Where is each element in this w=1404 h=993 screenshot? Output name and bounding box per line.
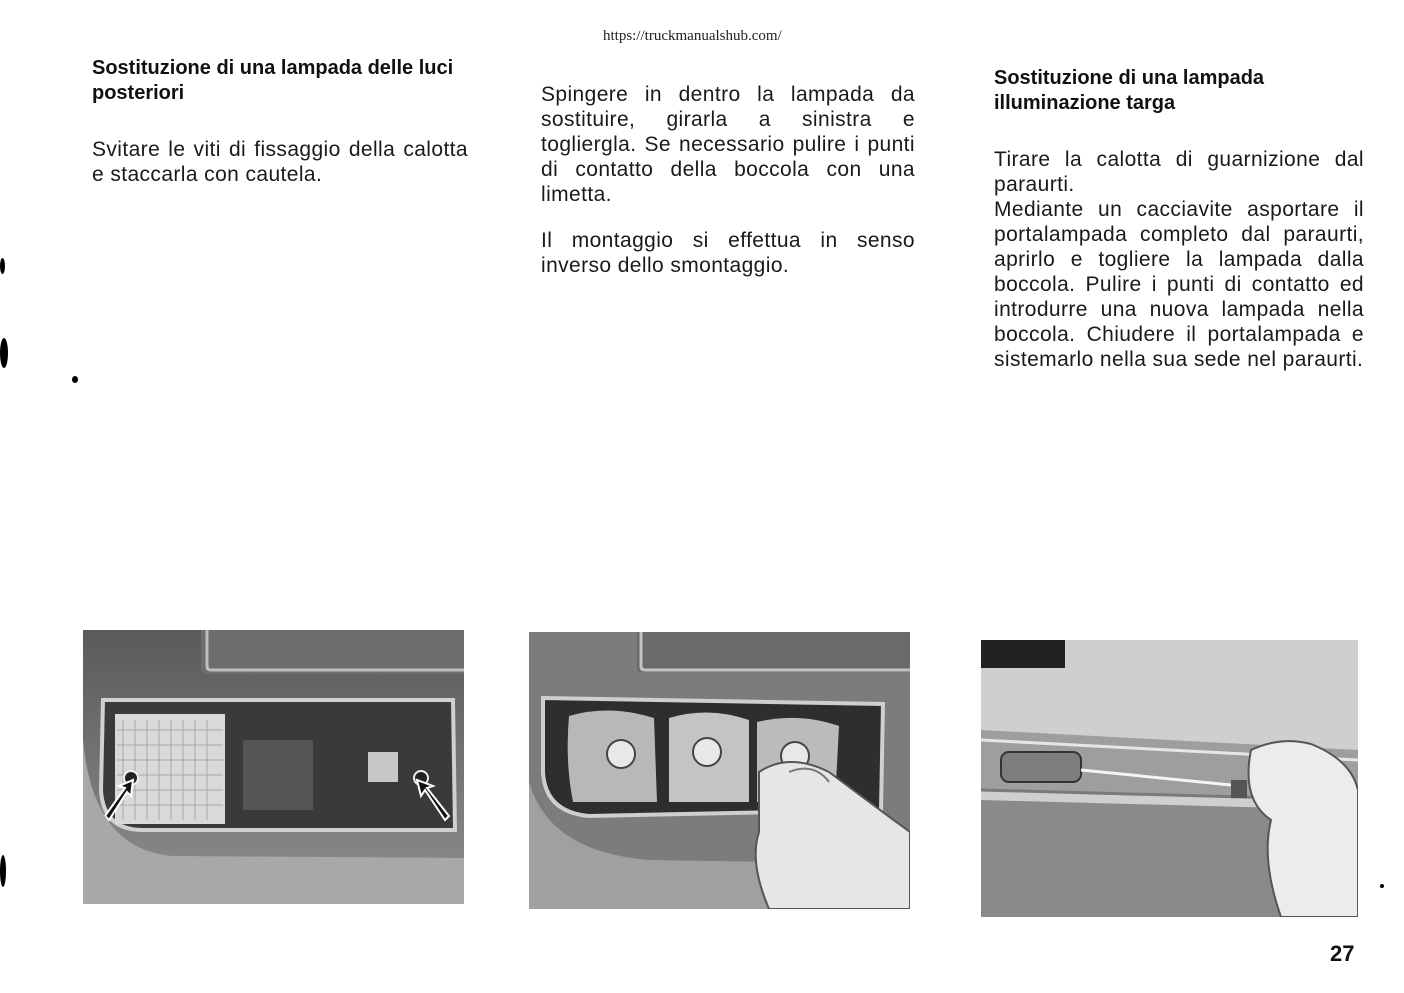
plate-light-text	[994, 147, 1364, 372]
source-url: https://truckmanualshub.com/	[603, 28, 782, 44]
page-number: 27	[1330, 941, 1355, 966]
scan-speck	[0, 855, 6, 887]
rear-light-photo	[83, 630, 464, 904]
plate-light-paragraph-2: Mediante un cacciavite asportare il portalampada completo dal paraurti, aprirlo e togliere la lampada dalla boccola. Pulire i punti di contatto ed introdurre una nuova lampada nella boccola. Chiudere il portalampada e sistemarlo nella sua sede nel paraurti.	[994, 198, 1364, 371]
plate-light-section	[994, 66, 1364, 372]
rear-lights-section	[92, 56, 468, 187]
scan-speck	[0, 338, 8, 368]
continued-paragraph-2: Il montaggio si effettua in senso inverso dello smontaggio.	[541, 229, 915, 277]
scan-speck	[0, 258, 5, 274]
plate-light-paragraph-1: Tirare la calotta di guarnizione dal paraurti.	[994, 148, 1364, 196]
continued-section	[541, 61, 915, 299]
plate-light-title: Sostituzione di una lampada illuminazione targa	[994, 67, 1265, 114]
continued-paragraph-1: Spingere in dentro la lampada da sostituire, girarla a sinistra e togliergla. Se necessario pulire i punti di contatto della boccola con una limetta.	[541, 83, 915, 206]
scan-speck	[72, 376, 78, 383]
scan-speck	[1380, 884, 1384, 888]
plate-light-photo	[981, 640, 1358, 917]
bulb-removal-photo	[529, 632, 910, 909]
rear-lights-paragraph: Svitare le viti di fissaggio della calotta e staccarla con cautela.	[92, 138, 468, 186]
rear-lights-title: Sostituzione di una lampada delle luci posteriori	[92, 57, 454, 104]
